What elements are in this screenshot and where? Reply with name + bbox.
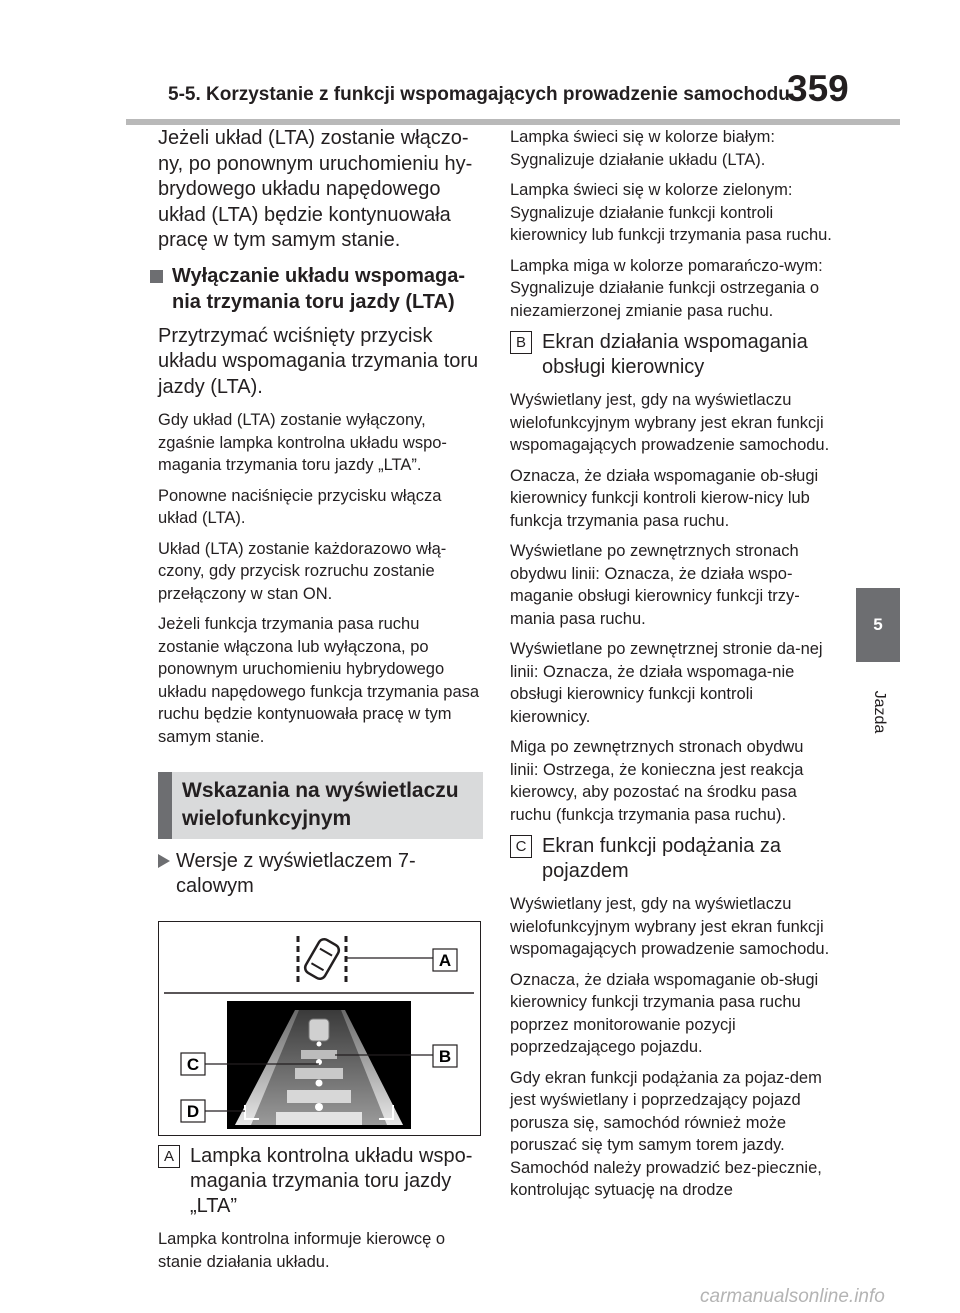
item-b — [510, 330, 835, 380]
chapter-label-text: Jazda — [871, 690, 888, 734]
note: Układ (LTA) zostanie każdorazowo włą-czony, gdy przycisk rozruchu zostanie przełączony w stan ON. — [158, 539, 447, 603]
display-illustration — [159, 922, 480, 1135]
header-title: 5-5. Korzystanie z funkcji wspomagających prowadzenie samochodu — [168, 84, 790, 105]
label-b: B — [510, 331, 532, 354]
callout-c — [181, 1053, 205, 1075]
page-number: 359 — [787, 68, 849, 109]
svg-text:D: D — [186, 1102, 200, 1121]
label-a: A — [158, 1145, 180, 1168]
chapter-label — [864, 672, 894, 752]
item-a-title: Lampka kontrolna układu wspo-magania trzymania toru jazdy „LTA” — [190, 1145, 473, 1217]
subsection-heading — [150, 263, 483, 315]
callout-a — [433, 949, 457, 971]
label-c: C — [510, 835, 532, 858]
item-c — [510, 834, 835, 884]
item-a — [158, 1144, 483, 1219]
right-column — [510, 126, 835, 1210]
svg-text:B: B — [438, 1047, 452, 1066]
note: Lampka kontrolna informuje kierowcę o stanie działania układu. — [158, 1230, 446, 1271]
svg-text:A: A — [438, 951, 452, 970]
chapter-tab: 5 — [856, 588, 900, 662]
paragraph: Jeżeli układ (LTA) zostanie włączo-ny, po ponownym uruchomieniu hy-brydowego układu napędowego układ (LTA) będzie kontynuowała pracę w tym samym stanie. — [158, 127, 473, 251]
note: Lampka świeci się w kolorze białym: Sygnalizuje działanie układu (LTA). — [510, 128, 776, 169]
preceding-vehicle-icon — [309, 1019, 329, 1041]
note: Miga po zewnętrznych stronach obydwu linii: Ostrzega, że konieczna jest reakcja kierowcy, aby pozostać na środku pasa ruchu (funkcja trzymania pasa ruchu). — [510, 738, 804, 824]
item-c-title: Ekran funkcji podążania za pojazdem — [542, 835, 782, 882]
note: Ponowne naciśnięcie przycisku włącza układ (LTA). — [158, 486, 442, 527]
note: Wyświetlany jest, gdy na wyświetlaczu wielofunkcyjnym wybrany jest ekran funkcji wspomagających prowadzenie samochodu. — [510, 391, 830, 454]
version-text: Wersje z wyświetlaczem 7-calowym — [176, 850, 416, 897]
triangle-bullet-icon — [158, 854, 170, 868]
note: Wyświetlane po zewnętrznych stronach obydwu linii: Oznacza, że działa wspo-maganie obsługi kierownicy funkcji trzy-mania pasa ruchu. — [510, 542, 800, 628]
header-rule — [126, 119, 900, 125]
lta-indicator-icon — [298, 936, 346, 982]
callout-d — [181, 1100, 205, 1122]
display-figure — [158, 921, 481, 1136]
note: Oznacza, że działa wspomaganie ob-sługi kierownicy funkcji trzymania pasa ruchu poprzez monitorowanie pozycji poprzedzającego pojazdu. — [510, 970, 819, 1056]
note: Jeżeli funkcja trzymania pasa ruchu zostanie włączona lub wyłączona, po ponownym uruchomieniu hybrydowego układu napędowego funkcja trzymania pasa ruchu będzie kontynuowała pracę w tym samym stanie. — [158, 615, 480, 746]
version-item — [158, 849, 483, 899]
svg-text:C: C — [186, 1055, 200, 1074]
paragraph: Przytrzymać wciśnięty przycisk układu wspomagania trzymania toru jazdy (LTA). — [158, 324, 479, 398]
subsection-heading-text: Wyłączanie układu wspomaga-nia trzymania toru jazdy (LTA) — [172, 264, 466, 313]
callout-b — [433, 1045, 457, 1067]
note: Wyświetlane po zewnętrznej stronie da-nej linii: Oznacza, że działa wspomaga-nie obsługi kierownicy funkcji kontroli kierownicy. — [510, 640, 823, 726]
square-bullet-icon — [150, 270, 163, 283]
item-b-title: Ekran działania wspomagania obsługi kierownicy — [542, 331, 808, 378]
note: Lampka świeci się w kolorze zielonym: Sygnalizuje działanie funkcji kontroli kierownicy lub funkcji trzymania pasa ruchu. — [510, 181, 832, 244]
note: Lampka miga w kolorze pomarańczo-wym: Sygnalizuje działanie funkcji ostrzegania o niezamierzonej zmianie pasa ruchu. — [510, 256, 823, 320]
watermark: carmanualsonline.info — [700, 1286, 885, 1307]
section-heading: Wskazania na wyświetlaczu wielofunkcyjnym — [158, 772, 483, 839]
note: Oznacza, że działa wspomaganie ob-sługi kierownicy funkcji kontroli kierow-nicy lub funkcja trzymania pasa ruchu. — [510, 466, 819, 530]
left-column — [158, 126, 483, 1281]
note: Gdy układ (LTA) zostanie wyłączony, zgaśnie lampka kontrolna układu wspo-magania trzymania toru jazdy „LTA”. — [158, 411, 447, 474]
note: Gdy ekran funkcji podążania za pojaz-dem jest wyświetlany i poprzedzający pojazd porusza się, samochód również może poruszać się tym samym torem jazdy. Samochód należy prowadzić bez-piecznie, kontrolując sytuację na drodze — [510, 1068, 822, 1199]
note: Wyświetlany jest, gdy na wyświetlaczu wielofunkcyjnym wybrany jest ekran funkcji wspomagających prowadzenie samochodu. — [510, 895, 830, 958]
